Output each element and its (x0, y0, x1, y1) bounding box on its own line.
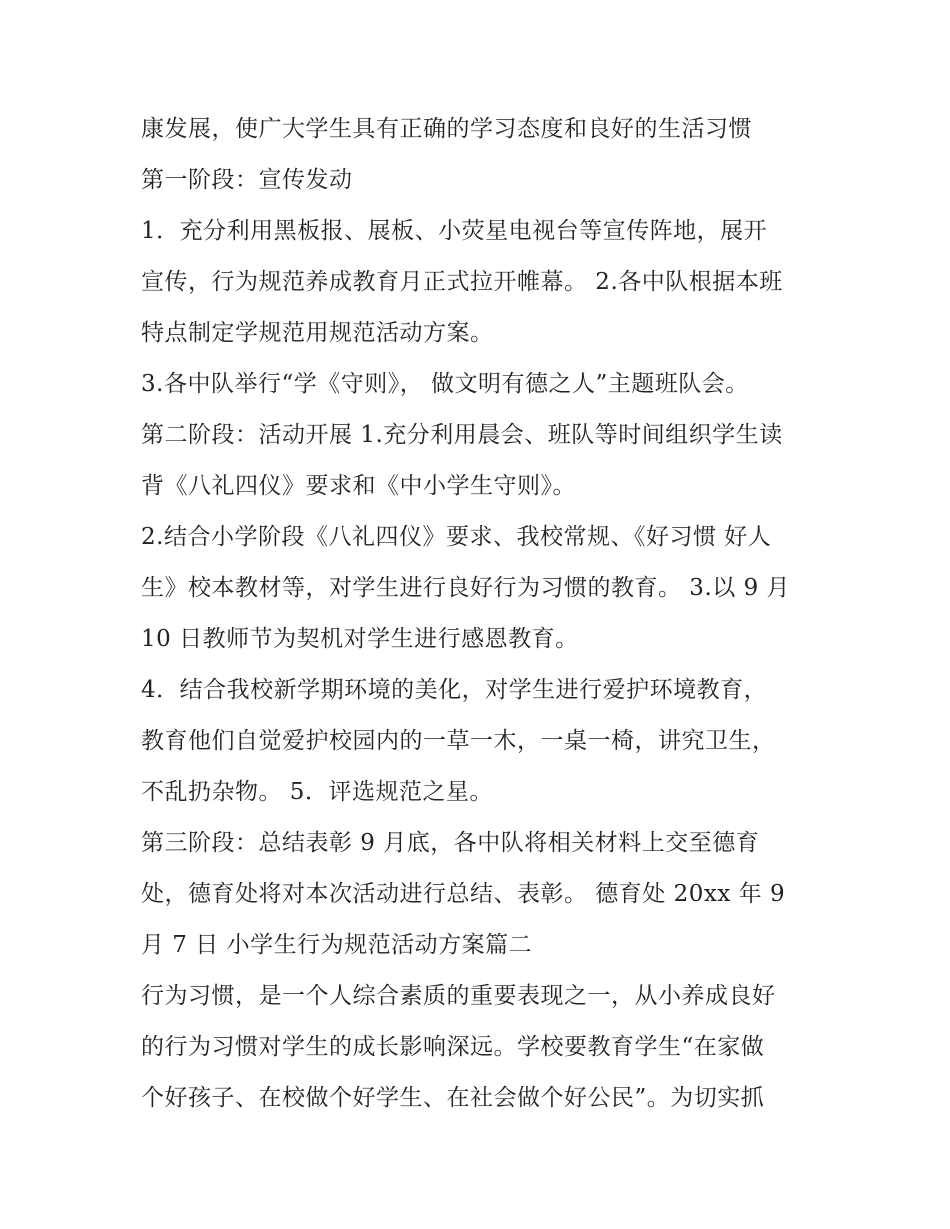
text-line: 4．结合我校新学期环境的美化，对学生进行爱护环境教育， (141, 677, 768, 703)
text-line: 行为习惯，是一个人综合素质的重要表现之一，从小养成良好 (141, 983, 776, 1009)
text-line: 1．充分利用黑板报、展板、小荧星电视台等宣传阵地，展开 (141, 218, 768, 244)
text-line: 3.各中队举行“学《守则》， 做文明有德之人”主题班队会。 (141, 371, 749, 397)
text-line: 不乱扔杂物。 5．评选规范之星。 (141, 779, 493, 805)
text-line: 的行为习惯对学生的成长影响深远。学校要教育学生“在家做 (141, 1034, 765, 1060)
section-heading-stage-3: 第三阶段：总结表彰 9 月底，各中队将相关材料上交至德育 (141, 830, 760, 856)
text-line: 背《八礼四仪》要求和《中小学生守则》。 (141, 473, 576, 499)
text-line: 特点制定学规范用规范活动方案。 (141, 320, 494, 346)
text-line: 教育他们自觉爱护校园内的一草一木，一桌一椅，讲究卫生， (141, 728, 776, 754)
text-line: 宣传，行为规范养成教育月正式拉开帷幕。 2.各中队根据本班 (141, 269, 783, 295)
text-line: 康发展，使广大学生具有正确的学习态度和良好的生活习惯 (141, 116, 752, 142)
text-line: 月 7 日 小学生行为规范活动方案篇二 (141, 932, 533, 958)
section-heading-stage-1: 第一阶段：宣传发动 (141, 167, 353, 193)
text-line: 10 日教师节为契机对学生进行感恩教育。 (141, 626, 579, 652)
text-line: 个好孩子、在校做个好学生、在社会做个好公民”。为切实抓 (141, 1085, 765, 1111)
text-line: 处，德育处将对本次活动进行总结、表彰。 德育处 20xx 年 9 (141, 881, 786, 907)
text-line: 生》校本教材等，对学生进行良好行为习惯的教育。 3.以 9 月 (141, 575, 791, 601)
section-heading-stage-2: 第二阶段：活动开展 1.充分利用晨会、班队等时间组织学生读 (141, 422, 783, 448)
text-line: 2.结合小学阶段《八礼四仪》要求、我校常规、《好习惯 好人 (141, 524, 772, 550)
